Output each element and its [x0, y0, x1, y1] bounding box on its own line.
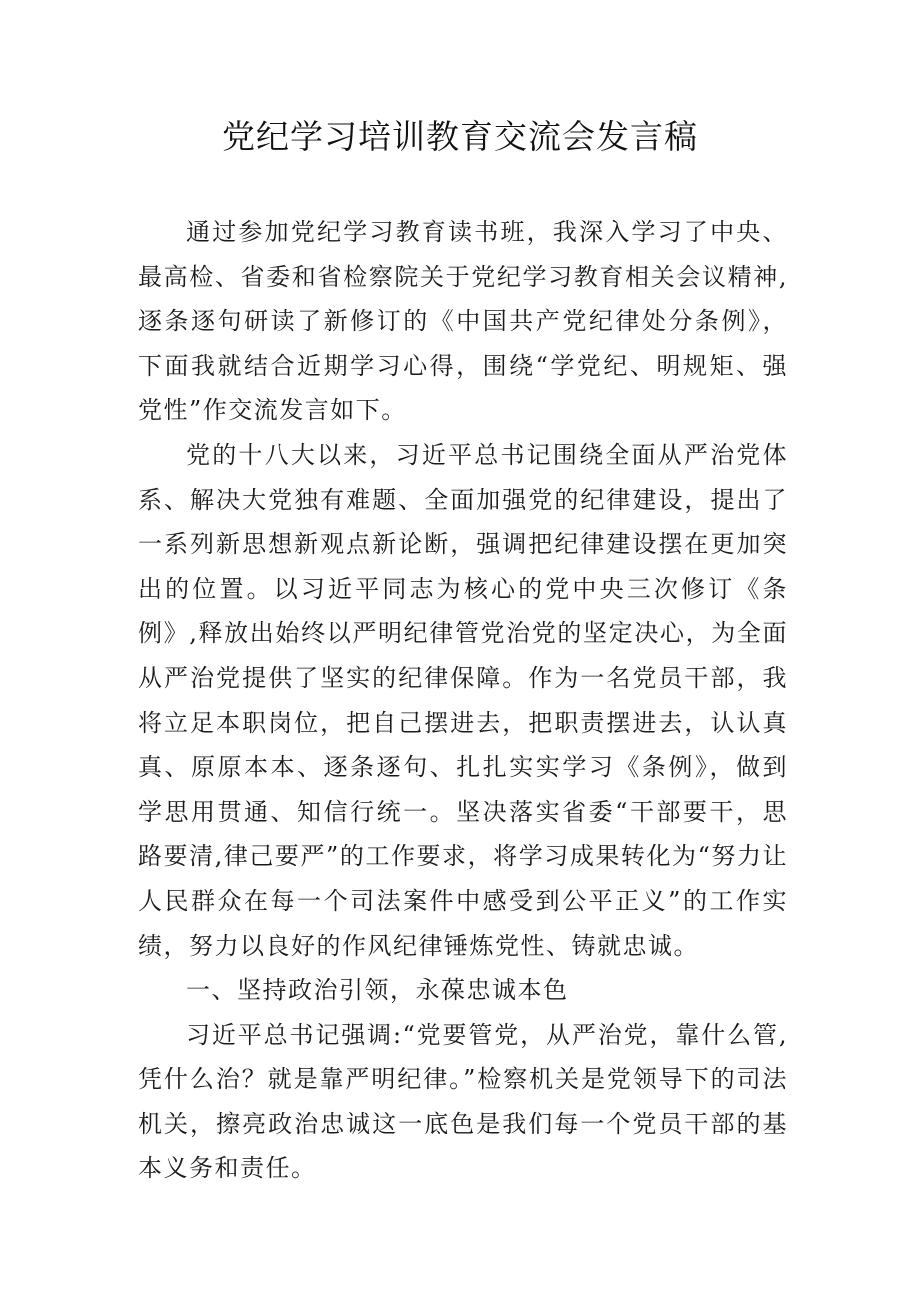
document-title: 党纪学习培训教育交流会发言稿 [222, 117, 698, 156]
section-heading: 一、坚持政治引领，永葆忠诚本色 [186, 976, 569, 1005]
section-paragraph: 习近平总书记强调:“党要管党，从严治党，靠什么管,凭什么治？就是靠严明纪律。”检察机关是党领导下的司法机关，擦亮政治忠诚这一底色是我们每一个党员干部的基本义务和责任。 [138, 1020, 788, 1183]
background-paragraph: 党的十八大以来，习近平总书记围绕全面从严治党体系、解决大党独有难题、全面加强党的纪律建设，提出了一系列新思想新观点新论断，强调把纪律建设摆在更加突出的位置。以习近平同志为核心的党中央三次修订《条例》,释放出始终以严明纪律管党治党的坚定决心，为全面从严治党提供了坚实的纪律保障。作为一名党员干部，我将立足本职岗位，把自己摆进去，把职责摆进去，认认真真、原原本本、逐条逐句、扎扎实实学习《条例》，做到学思用贯通、知信行统一。坚决落实省委“干部要干，思路要清,律己要严”的工作要求，将学习成果转化为“努力让人民群众在每一个司法案件中感受到公平正义”的工作实绩，努力以良好的作风纪律锤炼党性、铸就忠诚。 [138, 440, 788, 960]
document-body [138, 210, 788, 1191]
intro-paragraph: 通过参加党纪学习教育读书班，我深入学习了中央、最高检、省委和省检察院关于党纪学习教育相关会议精神,逐条逐句研读了新修订的《中国共产党纪律处分条例》，下面我就结合近期学习心得，围绕“学党纪、明规矩、强党性”作交流发言如下。 [138, 218, 788, 425]
